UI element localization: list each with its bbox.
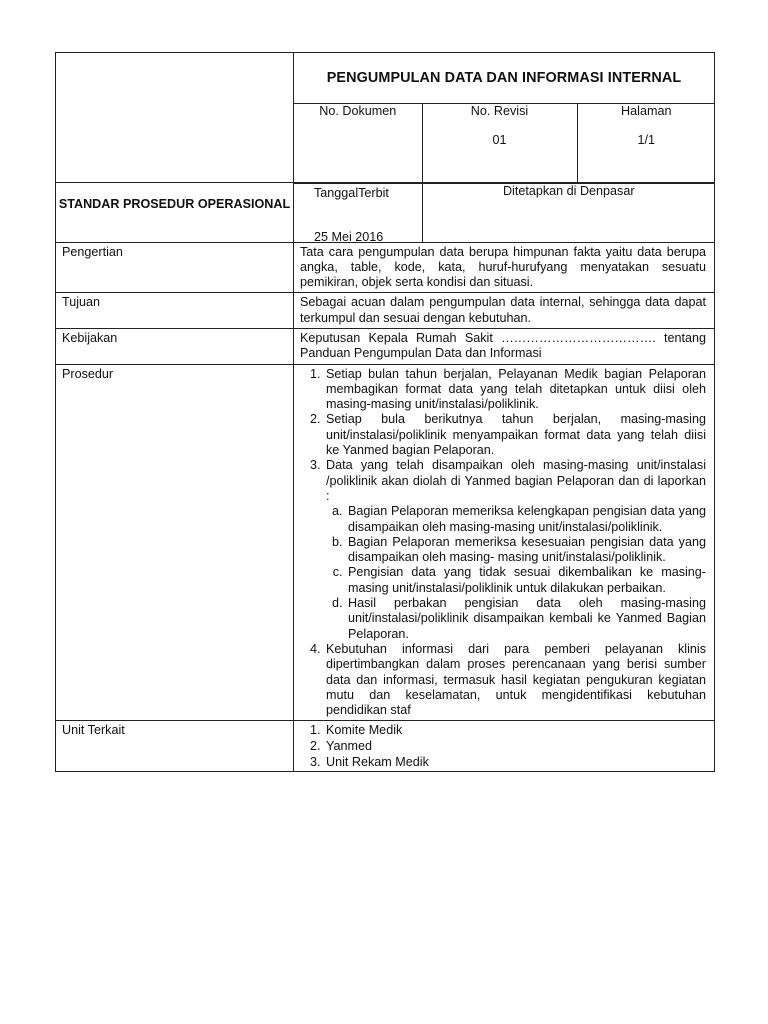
prosedur-label: Prosedur [56,364,294,721]
doc-number-cell [294,104,422,182]
procedure-step: 2. Setiap bula berikutnya tahun berjalan, masing-masing unit/instalasi/poliklinik menyampaikan format data yang telah diisi ke Yanmed bagian Pelaporan. [324,412,706,458]
related-unit-item: 1. Komite Medik [324,723,706,739]
procedure-substeps [326,504,706,642]
tujuan-text: Sebagai acuan dalam pengumpulan data internal, sehingga data dapat terkumpul dan sesuai dengan kebutuhan. [294,293,715,329]
pengertian-label: Pengertian [56,242,294,293]
issue-date-cell [294,183,422,242]
tujuan-label: Tujuan [56,293,294,329]
issue-date-value: 25 Mei 2016 [314,229,384,244]
related-unit-item: 3. Unit Rekam Medik [324,755,706,771]
issue-cell [294,182,715,242]
sop-label: STANDAR PROSEDUR OPERASIONAL [56,182,294,242]
page-value: 1/1 [637,133,655,148]
procedure-substep: b. Bagian Pelaporan memeriksa kesesuaian pengisian data yang disampaikan oleh masing- masing unit/instalasi/poliklinik. [346,535,706,566]
established-cell [422,183,715,242]
doc-number-label: No. Dokumen [319,104,397,118]
issue-date-label: TanggalTerbit [314,185,389,200]
unit-terkait-label: Unit Terkait [56,721,294,772]
related-units-list [300,723,706,770]
sop-table [55,52,715,772]
procedure-step: 3. Data yang telah disampaikan oleh masing-masing unit/instalasi /poliklinik akan diolah di Yanmed bagian Pelaporan dan di laporkan : a. Bagian Pelaporan memeriksa kelengkapan pengisian data yang disampaikan oleh masing-masing unit/instalasi/poliklinik. b. Bagian Pelaporan memeriksa kesesuaian pengisian data yang disampaikan oleh masing- masing unit/instalasi/poliklinik. c. Pengisian data yang tidak sesuai dikembalikan ke masing-masing unit/instalasi/poliklinik untuk dilakukan perbaikan. d. Hasil perbakan pengisian data oleh masing-masing unit/instalasi/poliklinik disampaikan kembali ke Yanmed Bagian Pelaporan. [324,458,706,642]
established-label: Ditetapkan di Denpasar [502,183,635,198]
revision-cell [422,104,577,182]
page-cell [577,104,715,182]
procedure-step: 1. Setiap bulan tahun berjalan, Pelayanan Medik bagian Pelaporan membagikan format data yang telah ditetapkan untuk diisi oleh masing-masing unit/instalasi/poliklinik. [324,367,706,413]
kebijakan-label: Kebijakan [56,328,294,364]
document-title: PENGUMPULAN DATA DAN INFORMASI INTERNAL [326,70,682,86]
kebijakan-text: Keputusan Kepala Rumah Sakit ………………………………. tentang Panduan Pengumpulan Data dan Informasi [294,328,715,364]
procedure-step: 4. Kebutuhan informasi dari para pemberi pelayanan klinis dipertimbangkan dalam proses perencanaan yang berisi sumber data dan informasi, termasuk hasil kegiatan pengukuran kegiatan mutu dan keselamatan, untuk mengidentifikasi kebutuhan pendidikan staf [324,642,706,718]
issue-table [294,183,715,242]
prosedur-content [294,364,715,721]
procedure-substep: d. Hasil perbakan pengisian data oleh masing-masing unit/instalasi/poliklinik disampaikan kembali ke Yanmed Bagian Pelaporan. [346,596,706,642]
page-label: Halaman [621,104,672,118]
procedure-substep: c. Pengisian data yang tidak sesuai dikembalikan ke masing-masing unit/instalasi/poliklinik untuk dilakukan perbaikan. [346,565,706,596]
unit-terkait-content [294,721,715,772]
pengertian-text: Tata cara pengumpulan data berupa himpunan fakta yaitu data berupa angka, table, kode, kata, huruf-hurufyang menyatakan sesuatu pemikiran, objek serta kondisi dan situasi. [294,242,715,293]
related-unit-item: 2. Yanmed [324,739,706,755]
document-meta-table [294,103,715,182]
sop-document [55,52,714,772]
logo-area [56,53,294,183]
revision-value: 01 [492,133,507,148]
procedure-substep: a. Bagian Pelaporan memeriksa kelengkapan pengisian data yang disampaikan oleh masing-masing unit/instalasi/poliklinik. [346,504,706,535]
procedure-steps [300,367,706,719]
revision-label: No. Revisi [470,104,529,118]
header-cell [294,53,715,183]
